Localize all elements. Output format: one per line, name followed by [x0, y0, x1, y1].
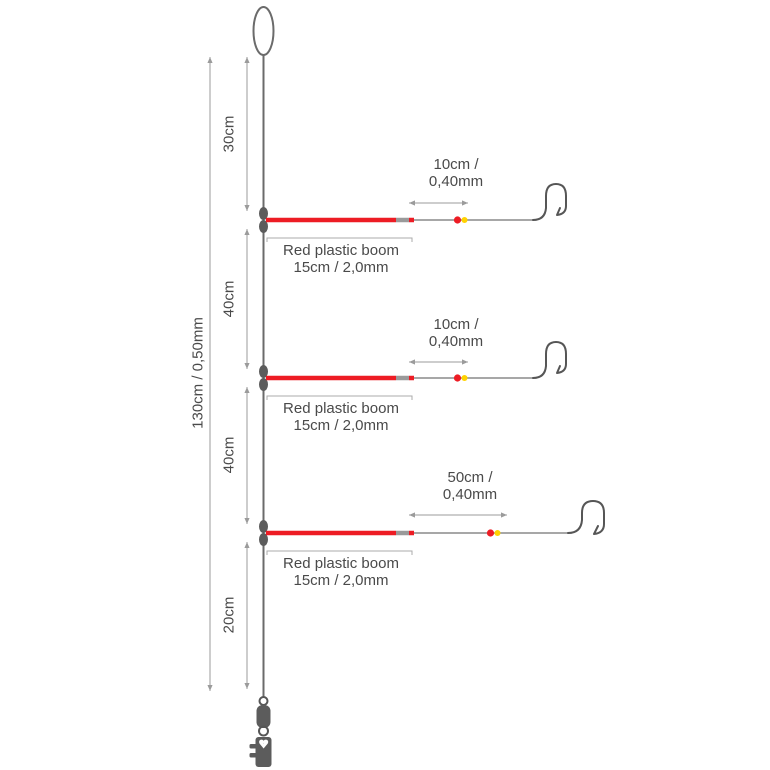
branch-1-snood-label [429, 156, 483, 190]
boom-label-line1: Red plastic boom [283, 400, 399, 417]
stop-beads-icon [454, 216, 468, 223]
boom-label-line1: Red plastic boom [283, 555, 399, 572]
swivel-snap-icon [250, 697, 272, 767]
snood-label-line1: 10cm / [433, 156, 479, 173]
snood-label-line1: 50cm / [447, 469, 493, 486]
fish-hook-icon [533, 342, 566, 378]
boom-label-line1: Red plastic boom [283, 242, 399, 259]
overall-length-label: 130cm / 0,50mm [189, 317, 207, 429]
segment-label-3: 40cm [220, 436, 238, 474]
snood-label-line1: 10cm / [433, 316, 479, 333]
snood-label-line2: 0,40mm [428, 333, 484, 350]
line-loop-icon [254, 7, 274, 55]
segment-label-1: 30cm [220, 115, 238, 153]
snood-label-line2: 0,40mm [428, 173, 484, 190]
branch-3-snood-label [443, 469, 497, 503]
segment-label-2: 40cm [220, 280, 238, 318]
branch-3 [259, 501, 604, 555]
branch-1-boom-label [283, 242, 399, 276]
branch-2-snood-label [429, 316, 483, 350]
branch-3-boom-label [283, 555, 399, 589]
fish-hook-icon [533, 184, 566, 220]
segment-label-4: 20cm [220, 596, 238, 634]
boom-label-line2: 15cm / 2,0mm [293, 572, 389, 589]
branch-2 [259, 342, 566, 400]
fish-hook-icon [568, 501, 604, 534]
branch-2-boom-label [283, 400, 399, 434]
snood-label-line2: 0,40mm [442, 486, 498, 503]
boom-label-line2: 15cm / 2,0mm [293, 417, 389, 434]
branch-1 [259, 184, 566, 242]
stop-beads-icon [487, 529, 501, 536]
stop-beads-icon [454, 374, 468, 381]
boom-label-line2: 15cm / 2,0mm [293, 259, 389, 276]
